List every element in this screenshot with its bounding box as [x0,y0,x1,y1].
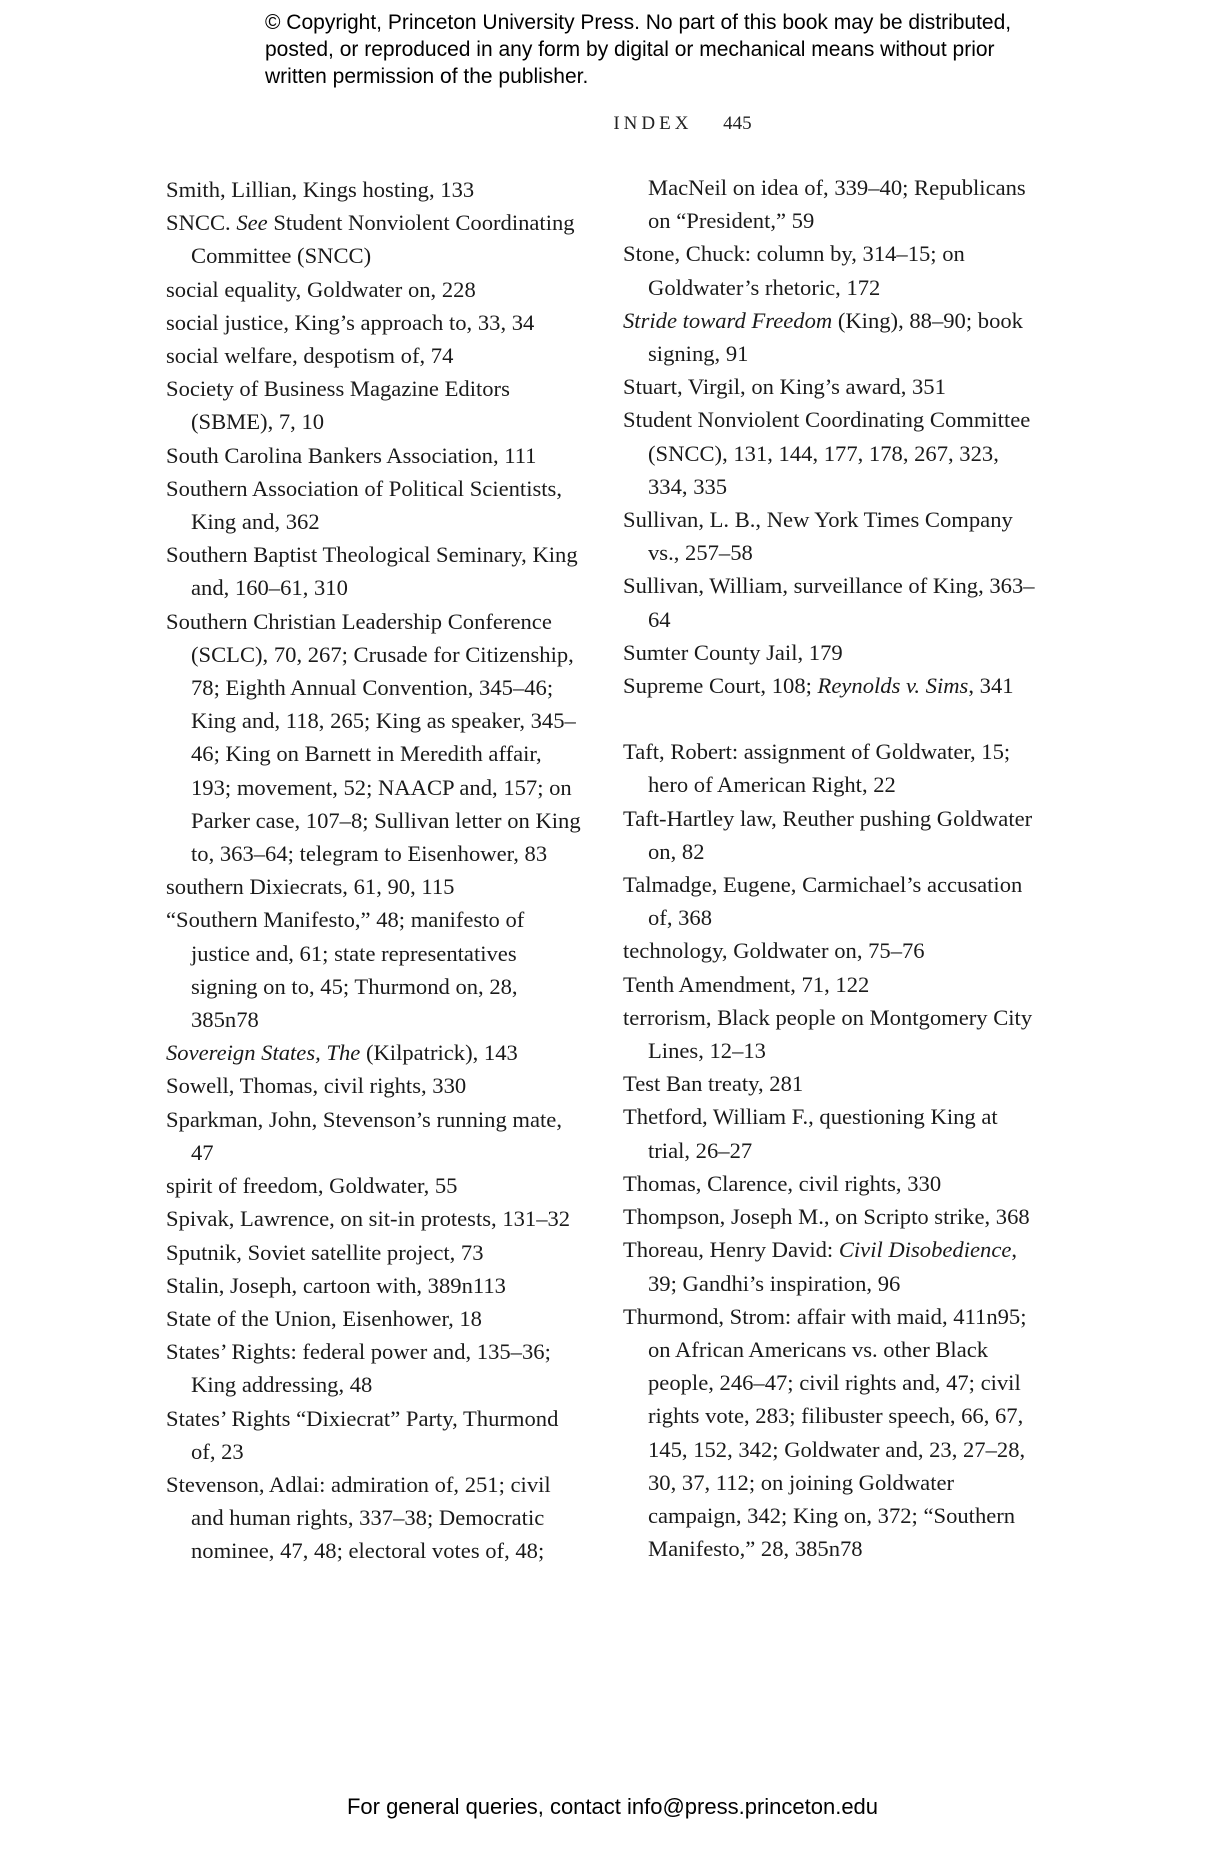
index-entry: Sowell, Thomas, civil rights, 330 [166,1073,467,1099]
index-entry: Southern Christian Leadership Conference (SCLC), 70, 267; Crusade for Citizenship, 78; Eighth Annual Convention, 345–46; King and, 118, 265; King as speaker, 345–46; King on Barnett in Meredith affair, 193; movement, 52; NAACP and, 157; on Parker case, 107–8; Sullivan letter on King to, 363–64; telegram to Eisenhower, 83 [166,608,581,867]
index-entry: Southern Association of Political Scientists, King and, 362 [166,475,562,535]
index-entry: Stone, Chuck: column by, 314–15; on Goldwater’s rhetoric, 172 [623,241,965,300]
index-entry: Taft, Robert: assignment of Goldwater, 15; hero of American Right, 22 [623,739,1011,798]
index-entry: Student Nonviolent Coordinating Committee (SNCC), 131, 144, 177, 178, 267, 323, 334, 335 [623,407,1031,499]
index-entry: Sputnik, Soviet satellite project, 73 [166,1239,484,1265]
index-entry: Taft-Hartley law, Reuther pushing Goldwater on, 82 [623,805,1033,864]
copyright-notice: © Copyright, Princeton University Press. No part of this book may be distributed, posted, or reproduced in any form by digital or mechanical means without prior written permission of the publisher. [265,11,1012,88]
index-entry: Tenth Amendment, 71, 122 [623,971,870,997]
index-entry: Test Ban treaty, 281 [623,1071,804,1097]
index-entry: spirit of freedom, Goldwater, 55 [166,1173,458,1199]
index-entry: Sumter County Jail, 179 [623,639,843,665]
index-entry: Sullivan, L. B., New York Times Company vs., 257–58 [623,507,1013,566]
index-entry: “Southern Manifesto,” 48; manifesto of justice and, 61; state representatives signing on to, 45; Thurmond on, 28, 385n78 [166,907,525,1033]
index-entry: Sparkman, John, Stevenson’s running mate, 47 [166,1106,562,1165]
index-entry: Sullivan, William, surveillance of King, 363–64 [623,573,1035,632]
index-entry: social welfare, despotism of, 74 [166,343,454,369]
index-entry-continued: MacNeil on idea of, 339–40; Republicans on “President,” 59 [648,175,1026,234]
index-entry: southern Dixiecrats, 61, 90, 115 [166,874,455,900]
index-entry: terrorism, Black people on Montgomery City Lines, 12–13 [623,1004,1033,1064]
index-column-left [166,173,581,1568]
index-entry: State of the Union, Eisenhower, 18 [166,1305,482,1331]
index-entry: social justice, King’s approach to, 33, 34 [166,309,535,335]
index-entry: Stalin, Joseph, cartoon with, 389n113 [166,1272,506,1298]
index-entry: Society of Business Magazine Editors (SBME), 7, 10 [166,376,510,435]
index-entry: South Carolina Bankers Association, 111 [166,442,537,468]
index-entry: Stevenson, Adlai: admiration of, 251; civil and human rights, 337–38; Democratic nominee, 47, 48; electoral votes of, 48; [166,1471,551,1564]
index-entry: technology, Goldwater on, 75–76 [623,938,925,964]
index-entry: Spivak, Lawrence, on sit-in protests, 131–32 [166,1206,571,1232]
index-entry: Supreme Court, 108; Reynolds v. Sims, 341 [623,673,1014,699]
running-head [0,113,1225,135]
index-entry: Smith, Lillian, Kings hosting, 133 [166,177,475,202]
index-entry: States’ Rights: federal power and, 135–36; King addressing, 48 [166,1339,551,1398]
index-entry: Stride toward Freedom (King), 88–90; book signing, 91 [623,307,1023,367]
index-entry: social equality, Goldwater on, 228 [166,276,476,302]
index-entry: Thetford, William F., questioning King at trial, 26–27 [623,1104,998,1163]
index-entry: Southern Baptist Theological Seminary, King and, 160–61, 310 [166,542,578,601]
page-number: 445 [723,113,752,134]
index-entry: Thompson, Joseph M., on Scripto strike, 368 [623,1204,1030,1230]
index-entry: Thoreau, Henry David: Civil Disobedience, 39; Gandhi’s inspiration, 96 [623,1237,1018,1296]
index-entry: Talmadge, Eugene, Carmichael’s accusation of, 368 [623,872,1023,931]
footer-contact: For general queries, contact info@press.princeton.edu [346,1794,879,1819]
index-entry: SNCC. See Student Nonviolent Coordinating Committee (SNCC) [166,210,575,269]
running-head-label: INDEX [613,113,693,134]
index-entry: Thurmond, Strom: affair with maid, 411n95; on African Americans vs. other Black people, 246–47; civil rights and, 47; civil rights vote, 283; filibuster speech, 66, 67, 145, 152, 342; Goldwater and, 23, 27–28, 30, 37, 112; on joining Goldwater campaign, 342; King on, 372; “Southern Manifesto,” 28, 385n78 [623,1303,1027,1562]
index-entry: Stuart, Virgil, on King’s award, 351 [623,374,946,400]
index-entry: Sovereign States, The (Kilpatrick), 143 [166,1040,518,1066]
index-entry: States’ Rights “Dixiecrat” Party, Thurmond of, 23 [166,1405,559,1464]
index-column-right [623,171,1043,1565]
index-entry: Thomas, Clarence, civil rights, 330 [623,1170,942,1196]
letter-group-gap [623,702,1043,735]
